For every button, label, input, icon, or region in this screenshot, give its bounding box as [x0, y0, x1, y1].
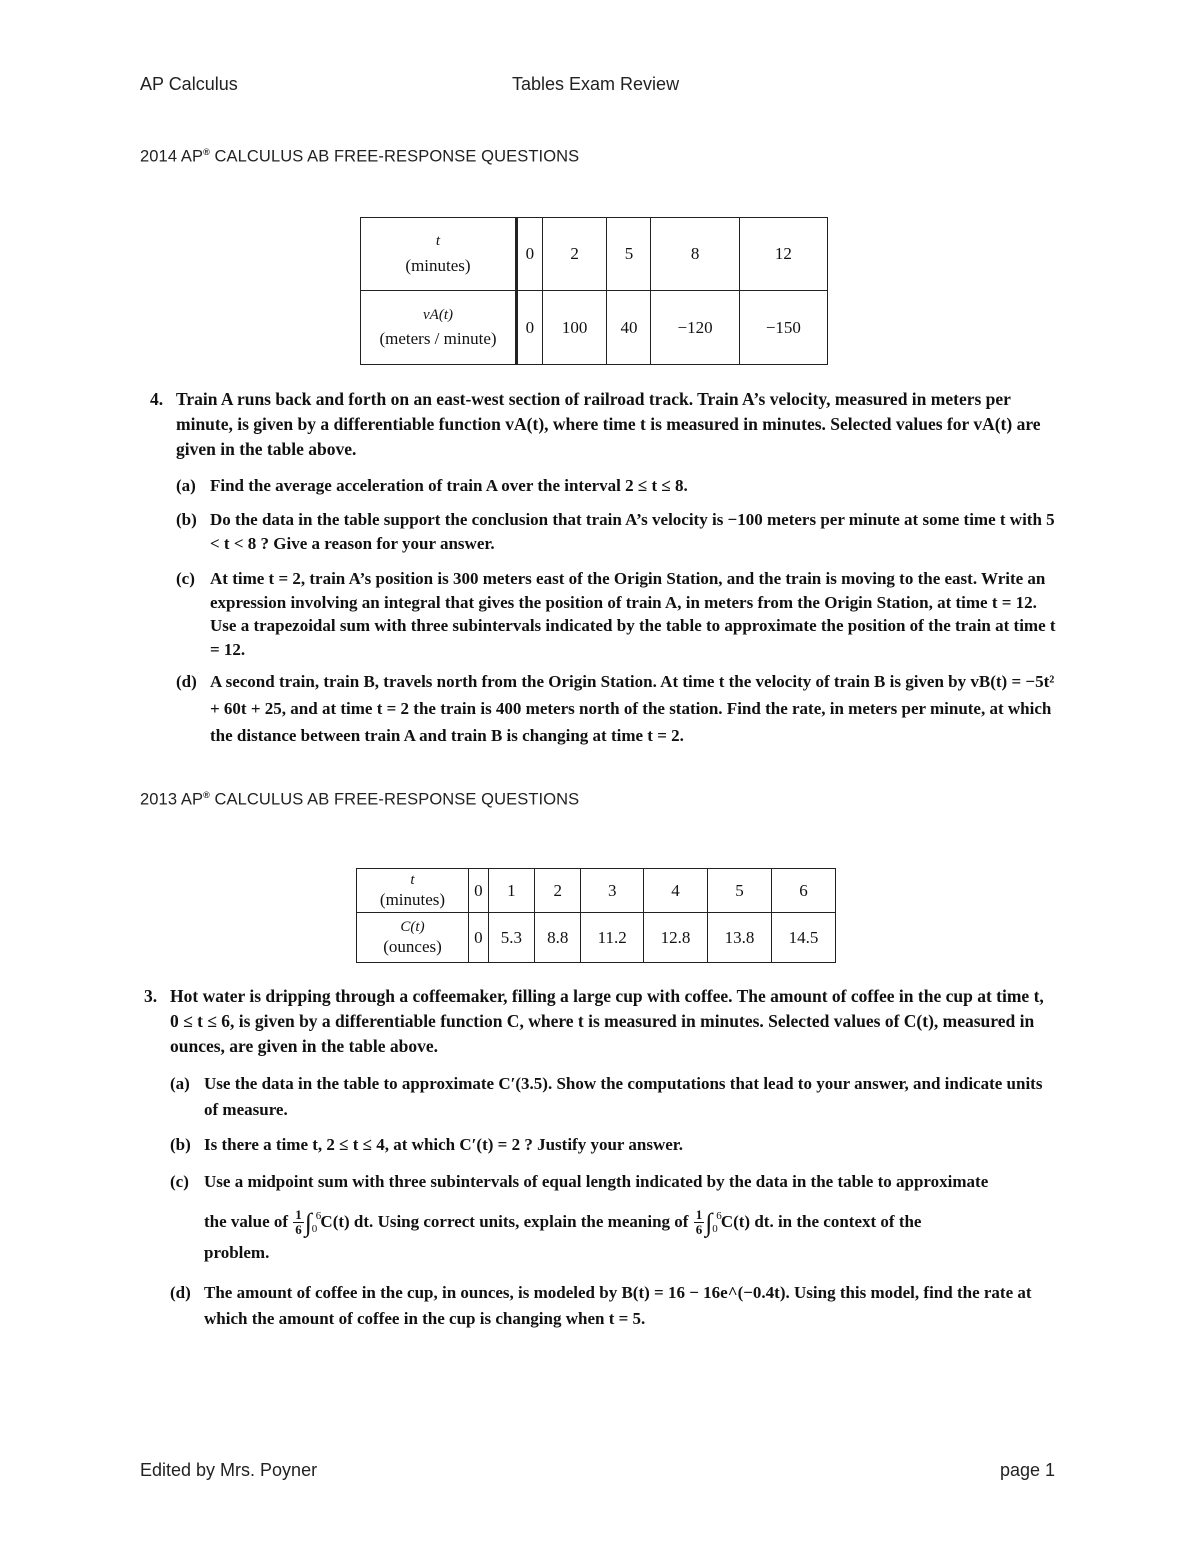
- question-4: 4. Train A runs back and forth on an east-west section of railroad track. Train A’s velocity, measured in meters per minute, is given by a differentiable function vA(t), where time t is measured in minutes. Selected values for vA(t) are given in the table above.: [150, 389, 1041, 459]
- table-cell: 0: [469, 913, 489, 963]
- table-cell: 5: [607, 218, 651, 291]
- table-cell: 0: [517, 218, 543, 291]
- question-3-part-c: (c) Use a midpoint sum with three subintervals of equal length indicated by the data in the table to approximate the value of $\frac{1}{6}$ ∫ 6 0 C(t) dt. Using correct units, explain the meaning of $\frac{1}{6}$ ∫ 6 0 C(t) dt. in the context of the problem.: [170, 1172, 989, 1263]
- table-cell: 13.8: [708, 913, 772, 963]
- integral-icon: ∫ 6 0: [304, 1207, 322, 1237]
- question-3-part-b: (b) Is there a time t, 2 ≤ t ≤ 4, at which C′(t) = 2 ? Justify your answer.: [170, 1135, 684, 1154]
- section-title-2014: 2014 AP® CALCULUS AB FREE-RESPONSE QUESTIONS: [140, 147, 580, 166]
- question-3: 3. Hot water is dripping through a coffeemaker, filling a large cup with coffee. The amount of coffee in the cup at time t, 0 ≤ t ≤ 6, is given by a differentiable function C, where t is measured in minutes. Selected values of C(t), measured in ounces, are given in the table above.: [144, 986, 1044, 1056]
- table-cell: 8: [651, 218, 739, 291]
- table-cell: 3: [581, 869, 644, 913]
- table-cell: 14.5: [772, 913, 836, 963]
- question-4-part-b: (b) Do the data in the table support the conclusion that train A’s velocity is −100 meters per minute at some time t with 5 < t < 8 ? Give a reason for your answer.: [176, 510, 1055, 553]
- question-4-part-a: (a) Find the average acceleration of train A over the interval 2 ≤ t ≤ 8.: [176, 476, 688, 495]
- question-3-part-d: (d) The amount of coffee in the cup, in ounces, is modeled by B(t) = 16 − 16e^(−0.4t). Using this model, find the rate at which the amount of coffee in the cup is changing when t = 5.: [170, 1283, 1032, 1328]
- table-row-label-velocity: vA(t) (meters / minute): [361, 291, 517, 365]
- table-cell: 0: [517, 291, 543, 365]
- integral-icon: ∫ 6 0: [705, 1207, 722, 1237]
- footer-author: Edited by Mrs. Poyner: [140, 1460, 318, 1480]
- table-cell: −120: [651, 291, 739, 365]
- section-title-2013: 2013 AP® CALCULUS AB FREE-RESPONSE QUESTIONS: [140, 790, 580, 809]
- question-4-part-c: (c) At time t = 2, train A’s position is 300 meters east of the Origin Station, and the train is moving to the east. Write an expression involving an integral that gives the position of train A, in meters from the Origin Station, at time t = 12. Use a trapezoidal sum with three subintervals indicated by the table to approximate the position of the train at time t = 12.: [176, 569, 1056, 659]
- table-row-label-time: t (minutes): [357, 869, 469, 913]
- table-cell: 8.8: [535, 913, 581, 963]
- table-cell: 5: [708, 869, 772, 913]
- question-3-part-a: (a) Use the data in the table to approximate C′(3.5). Show the computations that lead to your answer, and indicate units of measure.: [170, 1074, 1043, 1119]
- table-cell: 12.8: [644, 913, 708, 963]
- table-cell: 40: [607, 291, 651, 365]
- table-cell: 6: [772, 869, 836, 913]
- table-cell: 2: [535, 869, 581, 913]
- table-cell: 100: [542, 291, 607, 365]
- table-cell: 11.2: [581, 913, 644, 963]
- table-cell: −150: [739, 291, 827, 365]
- table-cell: 4: [644, 869, 708, 913]
- table-cell: 2: [542, 218, 607, 291]
- table-cell: 1: [488, 869, 534, 913]
- table-row-label-coffee: C(t) (ounces): [357, 913, 469, 963]
- coffee-table: [356, 868, 836, 963]
- table-cell: 5.3: [488, 913, 534, 963]
- table-row-label-time: t (minutes): [361, 218, 517, 291]
- header-course: AP Calculus: [140, 74, 238, 94]
- velocity-table: [360, 217, 828, 365]
- question-4-part-d: (d) A second train, train B, travels north from the Origin Station. At time t the velocity of train B is given by vB(t) = −5t² + 60t + 25, and at time t = 2 the train is 400 meters north of the station. Find the rate, in meters per minute, at which the distance between train A and train B is changing at time t = 2.: [176, 672, 1055, 745]
- header-title: Tables Exam Review: [512, 74, 680, 94]
- table-cell: 12: [739, 218, 827, 291]
- footer-page-number: page 1: [1000, 1460, 1056, 1480]
- table-cell: 0: [469, 869, 489, 913]
